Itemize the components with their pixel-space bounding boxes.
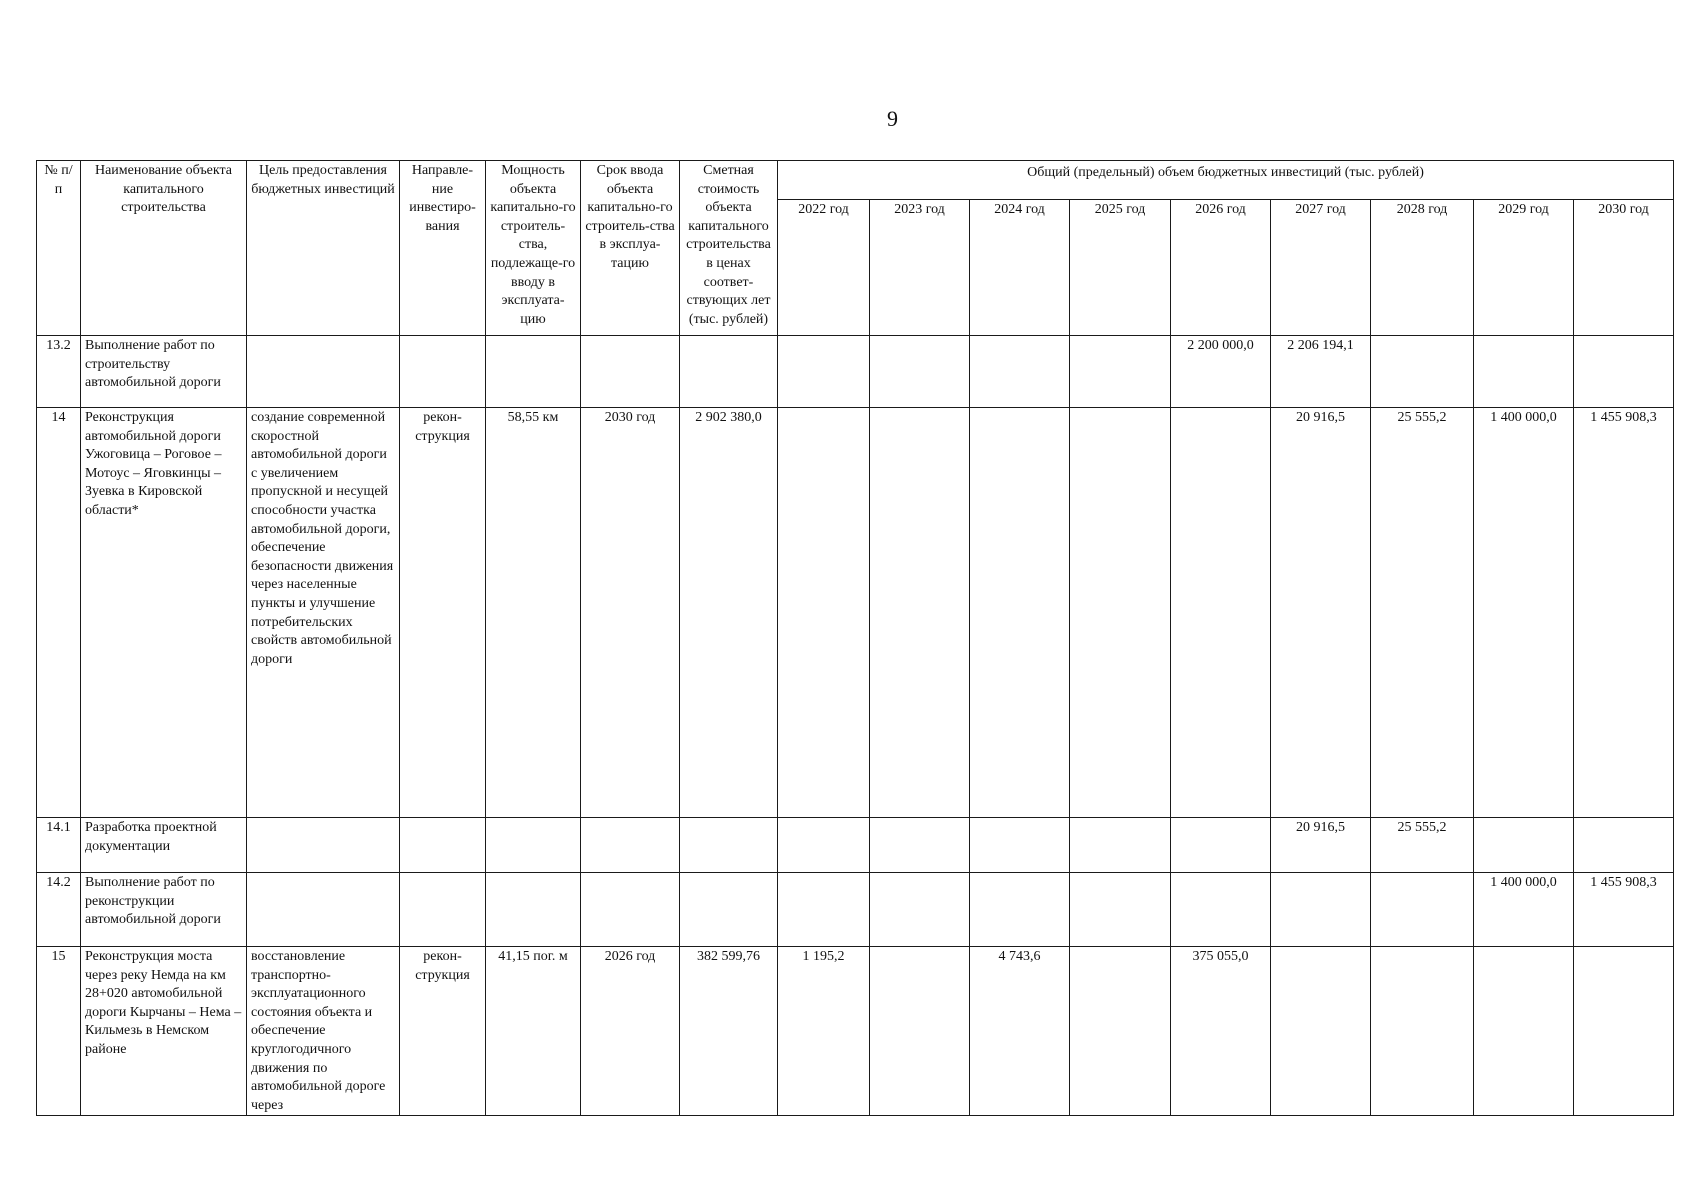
cell-year-2028: [1371, 336, 1474, 408]
cell-deadline: 2030 год: [581, 408, 680, 818]
cell-year-2027: 20 916,5: [1271, 818, 1371, 873]
cell-capacity: [486, 336, 581, 408]
header-name: Наименование объекта капитального строительства: [81, 161, 247, 336]
cell-year-2029: [1474, 818, 1574, 873]
cell-deadline: 2026 год: [581, 947, 680, 1116]
table-row: [37, 873, 1674, 947]
cell-year-2028: [1371, 947, 1474, 1116]
cell-capacity: [486, 818, 581, 873]
cell-year-2023: [870, 336, 970, 408]
cell-year-2027: 2 206 194,1: [1271, 336, 1371, 408]
table-row: [37, 818, 1674, 873]
cell-year-2022: [778, 818, 870, 873]
cell-name: Реконструкция автомобильной дороги Ужоговица – Роговое – Мотоус – Яговкинцы – Зуевка в Кировской области*: [81, 408, 247, 818]
header-year-2026: 2026 год: [1171, 200, 1271, 336]
header-cost: Сметная стоимость объекта капитального строительства в ценах соответ-ствующих лет (тыс. рублей): [680, 161, 778, 336]
cell-year-2027: [1271, 947, 1371, 1116]
header-direction: Направле-ние инвестиро-вания: [400, 161, 486, 336]
cell-goal: [247, 818, 400, 873]
cell-num: 14.1: [37, 818, 81, 873]
page-number: 9: [887, 106, 898, 131]
header-year-2024: 2024 год: [970, 200, 1070, 336]
cell-year-2029: [1474, 947, 1574, 1116]
cell-name: Выполнение работ по реконструкции автомобильной дороги: [81, 873, 247, 947]
cell-direction: рекон-струкция: [400, 947, 486, 1116]
cell-year-2026: 2 200 000,0: [1171, 336, 1271, 408]
cell-year-2026: [1171, 408, 1271, 818]
cell-year-2024: [970, 408, 1070, 818]
cell-cost: [680, 336, 778, 408]
cell-num: 15: [37, 947, 81, 1116]
cell-year-2024: [970, 873, 1070, 947]
cell-year-2027: 20 916,5: [1271, 408, 1371, 818]
cell-year-2026: 375 055,0: [1171, 947, 1271, 1116]
cell-name: Разработка проектной документации: [81, 818, 247, 873]
header-year-2030: 2030 год: [1574, 200, 1674, 336]
cell-year-2026: [1171, 818, 1271, 873]
cell-direction: рекон-струкция: [400, 408, 486, 818]
cell-goal: [247, 336, 400, 408]
cell-year-2022: [778, 408, 870, 818]
budget-investment-table: [36, 160, 1674, 1116]
cell-year-2022: 1 195,2: [778, 947, 870, 1116]
cell-year-2023: [870, 873, 970, 947]
cell-num: 13.2: [37, 336, 81, 408]
cell-year-2030: [1574, 947, 1674, 1116]
cell-year-2024: 4 743,6: [970, 947, 1070, 1116]
cell-year-2022: [778, 873, 870, 947]
cell-deadline: [581, 873, 680, 947]
table-row: [37, 336, 1674, 408]
cell-cost: 382 599,76: [680, 947, 778, 1116]
cell-deadline: [581, 336, 680, 408]
cell-year-2027: [1271, 873, 1371, 947]
header-total-volume: Общий (предельный) объем бюджетных инвестиций (тыс. рублей): [778, 161, 1674, 200]
cell-year-2025: [1070, 947, 1171, 1116]
cell-year-2023: [870, 408, 970, 818]
cell-year-2030: [1574, 818, 1674, 873]
cell-direction: [400, 818, 486, 873]
cell-goal: создание современной скоростной автомобильной дороги с увеличением пропускной и несущей способности участка автомобильной дороги, обеспечение безопасности движения через населенные пункты и улучшение потребительских свойств автомобильной дороги: [247, 408, 400, 818]
cell-year-2024: [970, 818, 1070, 873]
cell-year-2028: [1371, 873, 1474, 947]
header-year-2025: 2025 год: [1070, 200, 1171, 336]
header-num: № п/п: [37, 161, 81, 336]
cell-year-2028: 25 555,2: [1371, 818, 1474, 873]
cell-year-2026: [1171, 873, 1271, 947]
cell-name: Реконструкция моста через реку Немда на км 28+020 автомобильной дороги Кырчаны – Нема – Кильмезь в Немском районе: [81, 947, 247, 1116]
cell-year-2024: [970, 336, 1070, 408]
cell-num: 14.2: [37, 873, 81, 947]
cell-year-2023: [870, 947, 970, 1116]
cell-year-2030: [1574, 336, 1674, 408]
cell-capacity: [486, 873, 581, 947]
cell-deadline: [581, 818, 680, 873]
cell-year-2030: 1 455 908,3: [1574, 408, 1674, 818]
header-year-2022: 2022 год: [778, 200, 870, 336]
cell-year-2022: [778, 336, 870, 408]
header-year-2029: 2029 год: [1474, 200, 1574, 336]
cell-year-2029: [1474, 336, 1574, 408]
cell-cost: [680, 818, 778, 873]
header-capacity: Мощность объекта капитально-го строитель-ства, подлежаще-го вводу в эксплуата-цию: [486, 161, 581, 336]
header-row-1: [37, 161, 1674, 200]
header-deadline: Срок ввода объекта капитально-го строитель-ства в эксплуа-тацию: [581, 161, 680, 336]
cell-capacity: 41,15 пог. м: [486, 947, 581, 1116]
cell-name: Выполнение работ по строительству автомобильной дороги: [81, 336, 247, 408]
header-year-2028: 2028 год: [1371, 200, 1474, 336]
cell-goal: [247, 873, 400, 947]
cell-capacity: 58,55 км: [486, 408, 581, 818]
header-goal: Цель предоставления бюджетных инвестиций: [247, 161, 400, 336]
cell-direction: [400, 336, 486, 408]
table-row: [37, 408, 1674, 818]
cell-year-2025: [1070, 336, 1171, 408]
cell-year-2025: [1070, 408, 1171, 818]
cell-num: 14: [37, 408, 81, 818]
cell-year-2025: [1070, 818, 1171, 873]
cell-year-2028: 25 555,2: [1371, 408, 1474, 818]
header-year-2023: 2023 год: [870, 200, 970, 336]
cell-cost: 2 902 380,0: [680, 408, 778, 818]
cell-direction: [400, 873, 486, 947]
cell-goal: восстановление транспортно-эксплуатационного состояния объекта и обеспечение круглогодичного движения по автомобильной дороге через: [247, 947, 400, 1116]
cell-year-2023: [870, 818, 970, 873]
table-row: [37, 947, 1674, 1116]
cell-cost: [680, 873, 778, 947]
cell-year-2030: 1 455 908,3: [1574, 873, 1674, 947]
header-year-2027: 2027 год: [1271, 200, 1371, 336]
cell-year-2025: [1070, 873, 1171, 947]
cell-year-2029: 1 400 000,0: [1474, 873, 1574, 947]
cell-year-2029: 1 400 000,0: [1474, 408, 1574, 818]
